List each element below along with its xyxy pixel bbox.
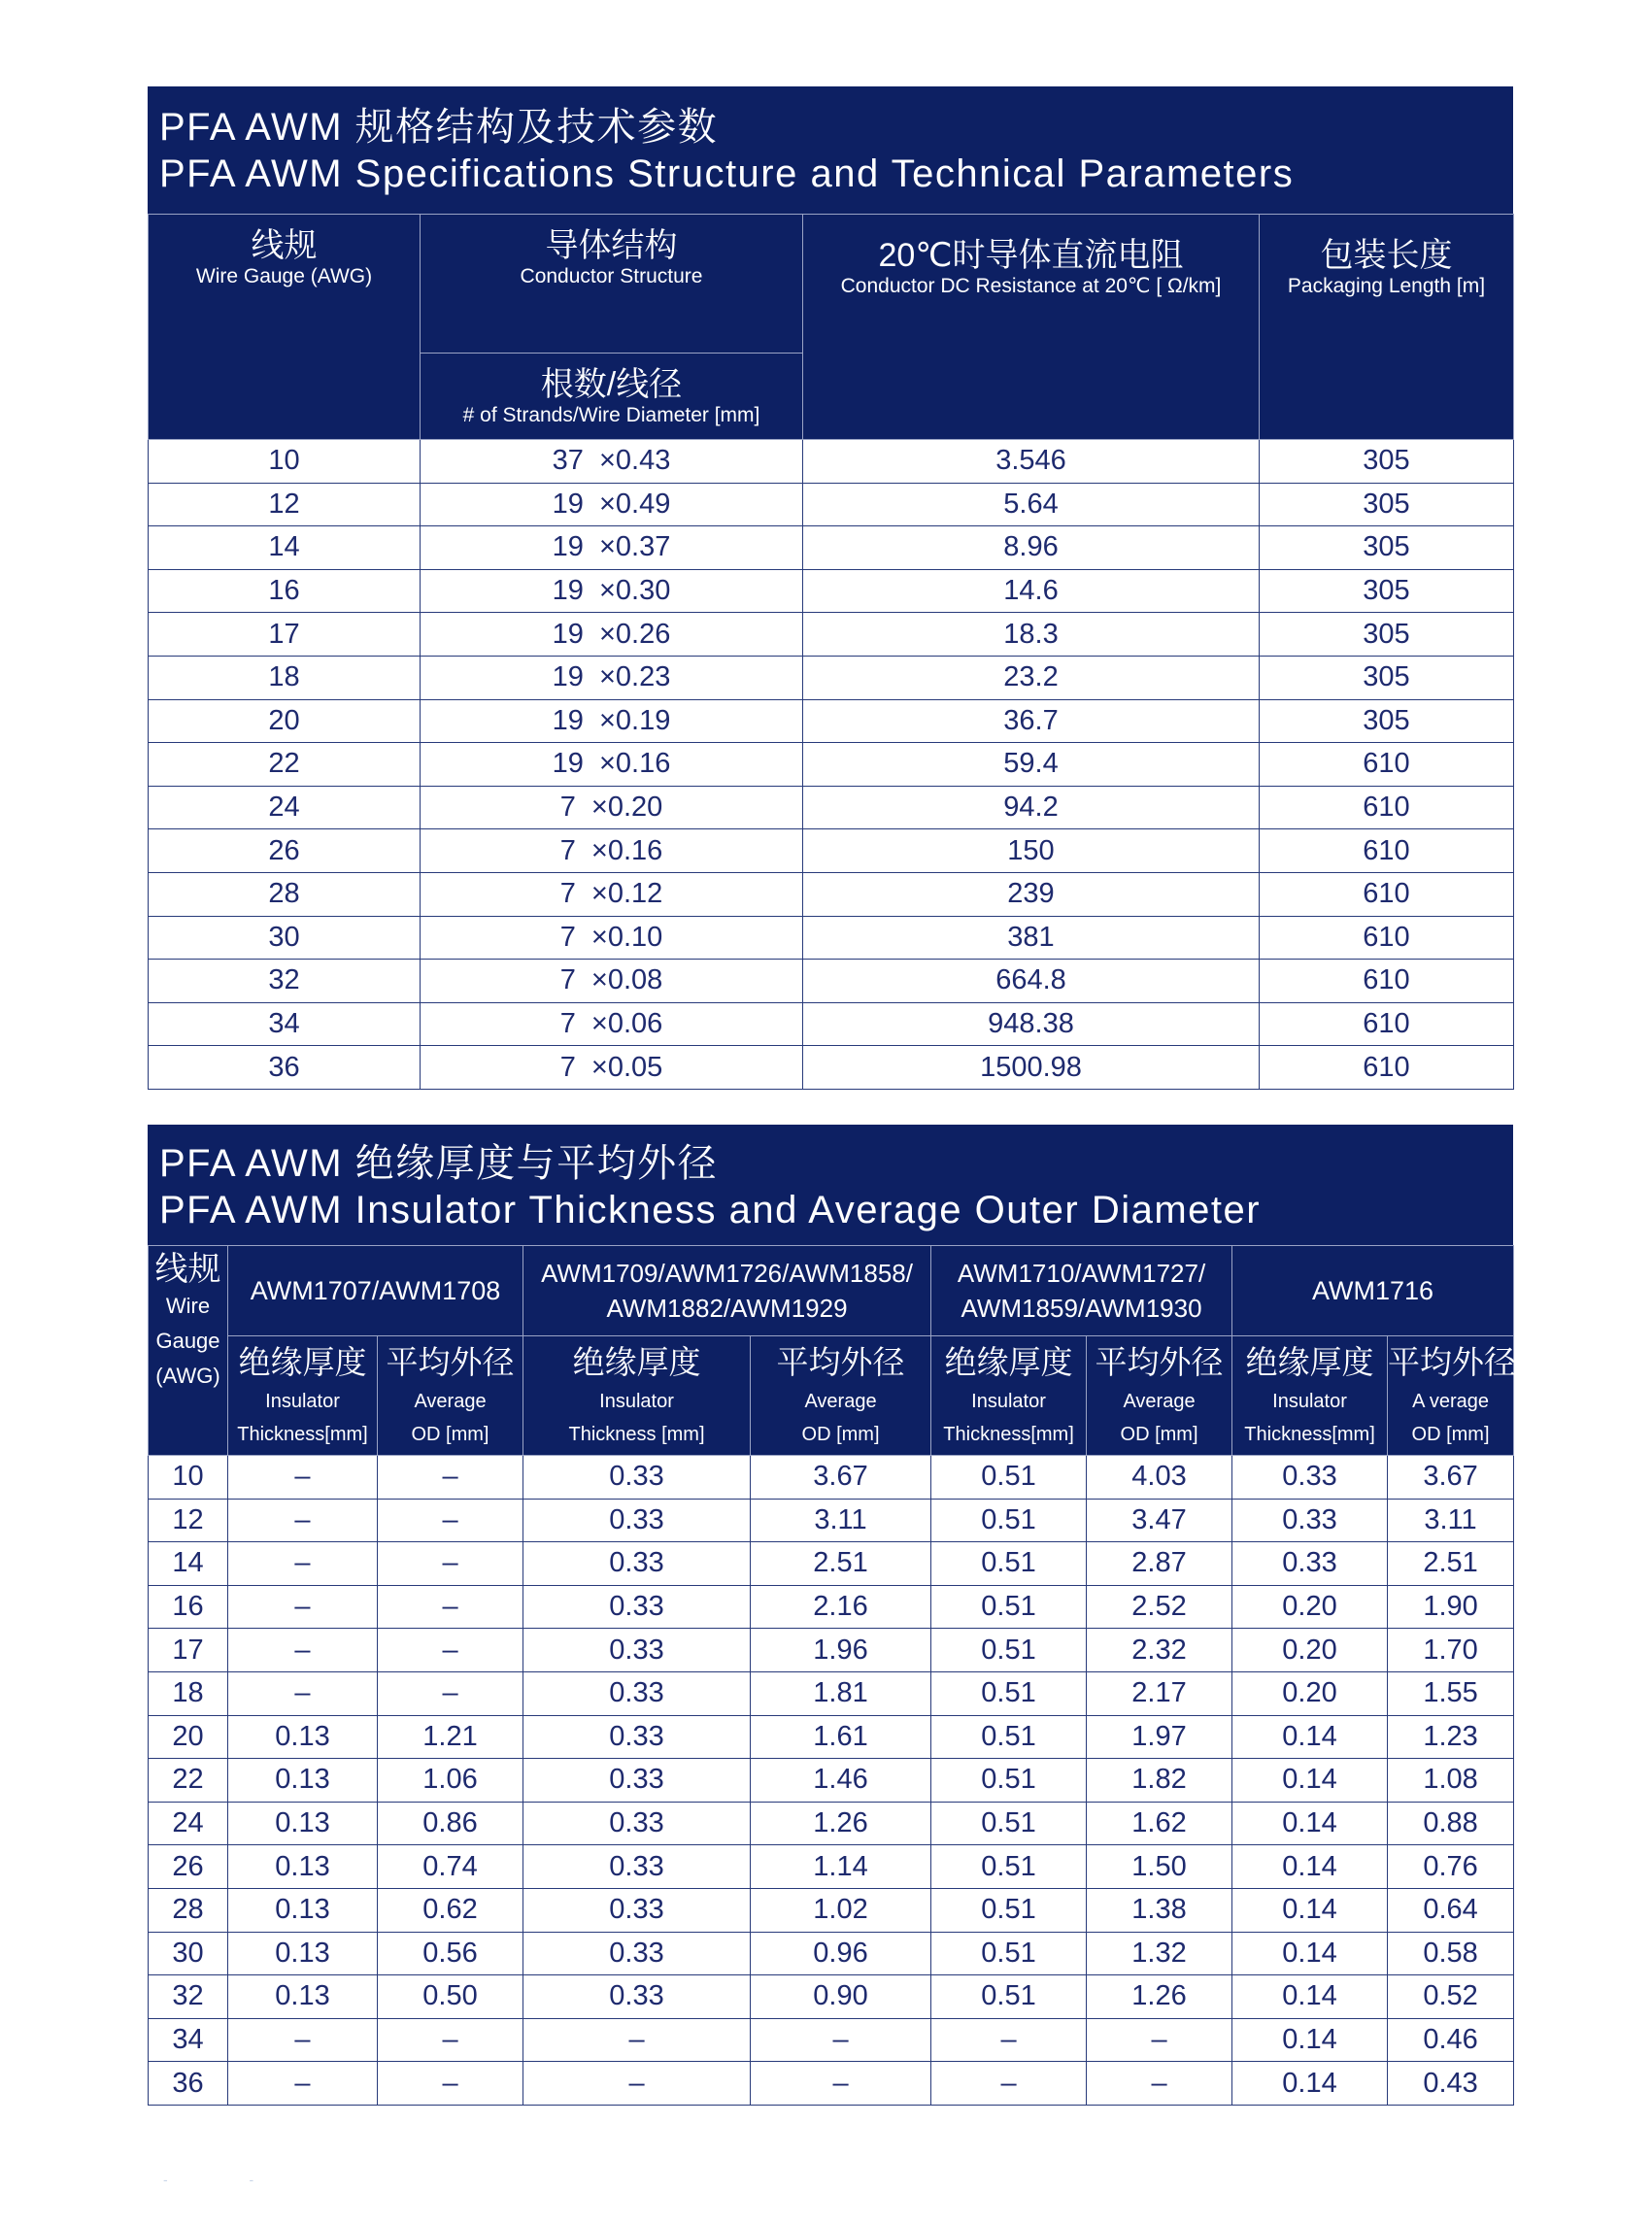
specifications-title-en: PFA AWM Specifications Structure and Technical Parameters xyxy=(159,152,1295,195)
table-row xyxy=(149,872,1514,916)
table-row xyxy=(149,829,1514,873)
header-strands-diameter: 根数/线径 # of Strands/Wire Diameter [mm] xyxy=(421,354,803,440)
table-cell: 0.96 xyxy=(751,1932,931,1975)
table-row xyxy=(149,1759,1514,1803)
table-row xyxy=(149,1499,1514,1542)
table-cell: 1.96 xyxy=(751,1629,931,1672)
table-cell: 0.33 xyxy=(523,1888,751,1932)
table-cell: – xyxy=(228,1585,378,1629)
table-row xyxy=(149,1542,1514,1586)
table-cell: 2.87 xyxy=(1087,1542,1232,1586)
table-cell: 610 xyxy=(1260,916,1514,960)
table-cell: 0.13 xyxy=(228,1975,378,2019)
table-row xyxy=(149,613,1514,657)
table-cell: 1.61 xyxy=(751,1715,931,1759)
table-cell: 4.03 xyxy=(1087,1456,1232,1500)
table-cell: 0.13 xyxy=(228,1759,378,1803)
table-cell: 0.51 xyxy=(931,1932,1087,1975)
table-row xyxy=(149,656,1514,699)
table-cell: – xyxy=(1087,2062,1232,2106)
table-row xyxy=(149,1456,1514,1500)
table-cell: 305 xyxy=(1260,483,1514,526)
table-cell: 0.14 xyxy=(1232,1888,1388,1932)
table-cell: – xyxy=(378,1585,523,1629)
table-cell: – xyxy=(523,2062,751,2106)
table-cell: 7 ×0.12 xyxy=(421,872,803,916)
table-row xyxy=(149,483,1514,526)
group-header-awm1710: AWM1710/AWM1727/ AWM1859/AWM1930 xyxy=(931,1246,1232,1336)
table-cell: 610 xyxy=(1260,960,1514,1003)
table-row xyxy=(149,1002,1514,1046)
table-cell: 30 xyxy=(149,916,421,960)
header-insulator-thickness: 绝缘厚度 Insulator Thickness [mm] xyxy=(523,1336,751,1456)
table-cell: 0.20 xyxy=(1232,1629,1388,1672)
table-cell: 8.96 xyxy=(803,526,1260,570)
table-cell: 305 xyxy=(1260,569,1514,613)
table-cell: 0.20 xyxy=(1232,1671,1388,1715)
header-wire-gauge: 线规 Wire Gauge (AWG) xyxy=(149,215,421,440)
table-cell: 0.33 xyxy=(523,1932,751,1975)
table-cell: – xyxy=(228,1671,378,1715)
table-cell: 1.50 xyxy=(1087,1845,1232,1889)
table-cell: 0.13 xyxy=(228,1845,378,1889)
table-cell: 10 xyxy=(149,440,421,484)
table-cell: 37 ×0.43 xyxy=(421,440,803,484)
table-cell: 150 xyxy=(803,829,1260,873)
table-cell: 664.8 xyxy=(803,960,1260,1003)
table-cell: – xyxy=(228,2018,378,2062)
table-cell: 0.13 xyxy=(228,1932,378,1975)
table-cell: 1.38 xyxy=(1087,1888,1232,1932)
table-cell: 12 xyxy=(149,483,421,526)
table-cell: 305 xyxy=(1260,699,1514,743)
table-row xyxy=(149,1585,1514,1629)
table-cell: 1.08 xyxy=(1388,1759,1514,1803)
table-cell: 36.7 xyxy=(803,699,1260,743)
insulator-banner xyxy=(148,1125,1513,1245)
header-insulator-thickness: 绝缘厚度 Insulator Thickness[mm] xyxy=(228,1336,378,1456)
specifications-banner xyxy=(148,86,1513,214)
table-cell: 26 xyxy=(149,829,421,873)
table-cell: 381 xyxy=(803,916,1260,960)
table-cell: 3.546 xyxy=(803,440,1260,484)
table-cell: 17 xyxy=(149,1629,228,1672)
table-cell: 305 xyxy=(1260,440,1514,484)
table-cell: 0.14 xyxy=(1232,1845,1388,1889)
table-cell: 0.51 xyxy=(931,1629,1087,1672)
table-cell: – xyxy=(228,1456,378,1500)
table-cell: 0.33 xyxy=(523,1715,751,1759)
table-cell: 14 xyxy=(149,526,421,570)
table-cell: 0.51 xyxy=(931,1759,1087,1803)
table-cell: 59.4 xyxy=(803,743,1260,787)
table-cell: 3.11 xyxy=(751,1499,931,1542)
table-cell: 30 xyxy=(149,1932,228,1975)
table-cell: 2.17 xyxy=(1087,1671,1232,1715)
table-row xyxy=(149,786,1514,829)
table-row xyxy=(149,1046,1514,1090)
table-cell: 2.32 xyxy=(1087,1629,1232,1672)
table-cell: 0.33 xyxy=(523,1802,751,1845)
table-cell: 0.14 xyxy=(1232,1975,1388,2019)
table-cell: 0.51 xyxy=(931,1715,1087,1759)
header-packaging-length: 包装长度 Packaging Length [m] xyxy=(1260,215,1514,440)
table-cell: 0.33 xyxy=(1232,1542,1388,1586)
table-row xyxy=(149,1932,1514,1975)
header-wire-gauge: 线规 Wire Gauge (AWG) xyxy=(149,1246,228,1456)
table-cell: 32 xyxy=(149,960,421,1003)
table-cell: 28 xyxy=(149,872,421,916)
table-cell: 305 xyxy=(1260,613,1514,657)
table-cell: 3.11 xyxy=(1388,1499,1514,1542)
table-cell: 1500.98 xyxy=(803,1046,1260,1090)
specifications-section xyxy=(148,86,1513,1090)
table-cell: – xyxy=(1087,2018,1232,2062)
header-average-od: 平均外径 Average OD [mm] xyxy=(751,1336,931,1456)
table-cell: 22 xyxy=(149,743,421,787)
table-row xyxy=(149,1715,1514,1759)
table-cell: 16 xyxy=(149,1585,228,1629)
table-cell: 1.21 xyxy=(378,1715,523,1759)
table-cell: 18 xyxy=(149,656,421,699)
table-cell: 305 xyxy=(1260,656,1514,699)
table-cell: 3.67 xyxy=(1388,1456,1514,1500)
table-cell: – xyxy=(931,2062,1087,2106)
table-cell: 19 ×0.26 xyxy=(421,613,803,657)
table-cell: 1.90 xyxy=(1388,1585,1514,1629)
table-cell: 16 xyxy=(149,569,421,613)
table-cell: 1.06 xyxy=(378,1759,523,1803)
table-cell: 0.51 xyxy=(931,1542,1087,1586)
table-cell: 7 ×0.16 xyxy=(421,829,803,873)
table-cell: 0.88 xyxy=(1388,1802,1514,1845)
table-cell: 26 xyxy=(149,1845,228,1889)
table-cell: – xyxy=(931,2018,1087,2062)
group-header-awm1707: AWM1707/AWM1708 xyxy=(228,1246,523,1336)
table-cell: – xyxy=(228,1629,378,1672)
table-cell: 1.97 xyxy=(1087,1715,1232,1759)
table-cell: 610 xyxy=(1260,743,1514,787)
table-cell: 1.26 xyxy=(751,1802,931,1845)
table-cell: 0.64 xyxy=(1388,1888,1514,1932)
table-cell: 0.33 xyxy=(523,1499,751,1542)
table-row xyxy=(149,526,1514,570)
table-cell: 7 ×0.10 xyxy=(421,916,803,960)
table-cell: 1.23 xyxy=(1388,1715,1514,1759)
table-cell: 0.20 xyxy=(1232,1585,1388,1629)
table-cell: 239 xyxy=(803,872,1260,916)
table-cell: 3.47 xyxy=(1087,1499,1232,1542)
table-cell: 20 xyxy=(149,699,421,743)
table-cell: 14.6 xyxy=(803,569,1260,613)
table-cell: 23.2 xyxy=(803,656,1260,699)
table-cell: – xyxy=(378,2062,523,2106)
table-cell: – xyxy=(523,2018,751,2062)
table-cell: – xyxy=(378,2018,523,2062)
table-cell: 0.14 xyxy=(1232,2018,1388,2062)
table-cell: – xyxy=(228,1542,378,1586)
table-cell: 0.50 xyxy=(378,1975,523,2019)
table-cell: 20 xyxy=(149,1715,228,1759)
table-cell: 19 ×0.30 xyxy=(421,569,803,613)
table-cell: 0.51 xyxy=(931,1671,1087,1715)
table-row xyxy=(149,440,1514,484)
table-cell: 1.14 xyxy=(751,1845,931,1889)
group-header-awm1709: AWM1709/AWM1726/AWM1858/ AWM1882/AWM1929 xyxy=(523,1246,931,1336)
table-cell: 610 xyxy=(1260,786,1514,829)
table-cell: 0.14 xyxy=(1232,1759,1388,1803)
table-cell: 0.13 xyxy=(228,1888,378,1932)
table-cell: 12 xyxy=(149,1499,228,1542)
table-cell: 0.58 xyxy=(1388,1932,1514,1975)
table-cell: 19 ×0.19 xyxy=(421,699,803,743)
table-cell: 36 xyxy=(149,2062,228,2106)
table-cell: – xyxy=(751,2018,931,2062)
table-cell: 0.14 xyxy=(1232,2062,1388,2106)
table-row xyxy=(149,2018,1514,2062)
table-cell: 0.33 xyxy=(1232,1499,1388,1542)
insulator-section xyxy=(148,1125,1517,2106)
table-cell: 0.86 xyxy=(378,1802,523,1845)
header-dc-resistance: 20℃时导体直流电阻 Conductor DC Resistance at 20℃ [ Ω/km] xyxy=(803,215,1260,440)
table-row xyxy=(149,743,1514,787)
table-cell: 1.55 xyxy=(1388,1671,1514,1715)
table-cell: – xyxy=(378,1542,523,1586)
table-cell: 19 ×0.16 xyxy=(421,743,803,787)
table-cell: 1.81 xyxy=(751,1671,931,1715)
table-cell: 0.14 xyxy=(1232,1802,1388,1845)
table-cell: 0.62 xyxy=(378,1888,523,1932)
table-cell: 0.51 xyxy=(931,1499,1087,1542)
insulator-table xyxy=(148,1245,1517,2106)
table-cell: 0.90 xyxy=(751,1975,931,2019)
table-cell: 0.51 xyxy=(931,1975,1087,2019)
table-cell: 0.33 xyxy=(523,1456,751,1500)
table-cell: 94.2 xyxy=(803,786,1260,829)
header-average-od: 平均外径 Average OD [mm] xyxy=(378,1336,523,1456)
insulator-title-cn: PFA AWM 绝缘厚度与平均外径 xyxy=(159,1142,719,1185)
table-row xyxy=(149,916,1514,960)
table-cell: – xyxy=(378,1499,523,1542)
table-cell: 36 xyxy=(149,1046,421,1090)
table-cell: 0.56 xyxy=(378,1932,523,1975)
table-cell: 1.82 xyxy=(1087,1759,1232,1803)
table-row xyxy=(149,1629,1514,1672)
table-cell: 0.33 xyxy=(523,1585,751,1629)
table-cell: 19 ×0.23 xyxy=(421,656,803,699)
table-cell: 0.76 xyxy=(1388,1845,1514,1889)
table-cell: 7 ×0.08 xyxy=(421,960,803,1003)
table-cell: 0.13 xyxy=(228,1715,378,1759)
table-row xyxy=(149,1671,1514,1715)
table-row xyxy=(149,2062,1514,2106)
table-cell: 34 xyxy=(149,2018,228,2062)
table-cell: – xyxy=(228,2062,378,2106)
table-cell: 0.51 xyxy=(931,1845,1087,1889)
table-cell: 34 xyxy=(149,1002,421,1046)
table-row xyxy=(149,569,1514,613)
table-row xyxy=(149,960,1514,1003)
table-cell: 0.33 xyxy=(523,1975,751,2019)
table-cell: 1.62 xyxy=(1087,1802,1232,1845)
table-cell: 2.52 xyxy=(1087,1585,1232,1629)
specifications-title-cn: PFA AWM 规格结构及技术参数 xyxy=(159,106,719,149)
table-cell: 3.67 xyxy=(751,1456,931,1500)
specifications-table xyxy=(148,214,1514,1090)
table-cell: 0.33 xyxy=(523,1671,751,1715)
header-conductor-structure: 导体结构 Conductor Structure xyxy=(421,215,803,354)
table-cell: 10 xyxy=(149,1456,228,1500)
table-cell: 18.3 xyxy=(803,613,1260,657)
table-row xyxy=(149,1845,1514,1889)
table-cell: 0.13 xyxy=(228,1802,378,1845)
table-cell: 7 ×0.06 xyxy=(421,1002,803,1046)
table-cell: – xyxy=(378,1456,523,1500)
table-cell: 948.38 xyxy=(803,1002,1260,1046)
header-insulator-thickness: 绝缘厚度 Insulator Thickness[mm] xyxy=(931,1336,1087,1456)
table-cell: 1.26 xyxy=(1087,1975,1232,2019)
table-cell: 0.33 xyxy=(523,1759,751,1803)
table-row xyxy=(149,1888,1514,1932)
table-cell: 0.51 xyxy=(931,1585,1087,1629)
header-average-od: 平均外径 Average OD [mm] xyxy=(1087,1336,1232,1456)
insulator-title-en: PFA AWM Insulator Thickness and Average Outer Diameter xyxy=(159,1189,1262,1231)
table-cell: 2.16 xyxy=(751,1585,931,1629)
header-insulator-thickness: 绝缘厚度 Insulator Thickness[mm] xyxy=(1232,1336,1388,1456)
table-cell: 32 xyxy=(149,1975,228,2019)
table-row xyxy=(149,1975,1514,2019)
footer-decoration: ‐ ‐ xyxy=(163,2172,293,2187)
table-cell: 0.43 xyxy=(1388,2062,1514,2106)
table-cell: 0.74 xyxy=(378,1845,523,1889)
table-cell: 1.70 xyxy=(1388,1629,1514,1672)
table-cell: 28 xyxy=(149,1888,228,1932)
table-cell: 305 xyxy=(1260,526,1514,570)
table-cell: 2.51 xyxy=(1388,1542,1514,1586)
table-cell: 0.14 xyxy=(1232,1932,1388,1975)
table-cell: 610 xyxy=(1260,1046,1514,1090)
table-cell: – xyxy=(228,1499,378,1542)
table-cell: 0.51 xyxy=(931,1888,1087,1932)
table-cell: 19 ×0.49 xyxy=(421,483,803,526)
table-row xyxy=(149,1802,1514,1845)
table-cell: 610 xyxy=(1260,829,1514,873)
table-cell: 22 xyxy=(149,1759,228,1803)
header-average-od: 平均外径 A verage OD [mm] xyxy=(1388,1336,1514,1456)
table-cell: 0.46 xyxy=(1388,2018,1514,2062)
table-cell: 0.33 xyxy=(523,1845,751,1889)
table-cell: 7 ×0.20 xyxy=(421,786,803,829)
table-cell: 2.51 xyxy=(751,1542,931,1586)
table-cell: 0.33 xyxy=(523,1629,751,1672)
table-cell: 0.33 xyxy=(1232,1456,1388,1500)
table-cell: 14 xyxy=(149,1542,228,1586)
table-cell: 610 xyxy=(1260,1002,1514,1046)
table-cell: 1.46 xyxy=(751,1759,931,1803)
table-cell: 0.51 xyxy=(931,1456,1087,1500)
table-cell: 1.32 xyxy=(1087,1932,1232,1975)
table-cell: 610 xyxy=(1260,872,1514,916)
table-cell: – xyxy=(751,2062,931,2106)
table-cell: 18 xyxy=(149,1671,228,1715)
table-cell: 19 ×0.37 xyxy=(421,526,803,570)
table-cell: 24 xyxy=(149,786,421,829)
table-cell: 17 xyxy=(149,613,421,657)
table-cell: 0.33 xyxy=(523,1542,751,1586)
table-cell: 24 xyxy=(149,1802,228,1845)
table-cell: – xyxy=(378,1629,523,1672)
table-cell: 0.14 xyxy=(1232,1715,1388,1759)
table-cell: 7 ×0.05 xyxy=(421,1046,803,1090)
table-cell: 5.64 xyxy=(803,483,1260,526)
table-cell: – xyxy=(378,1671,523,1715)
table-cell: 0.52 xyxy=(1388,1975,1514,2019)
table-cell: 1.02 xyxy=(751,1888,931,1932)
group-header-awm1716: AWM1716 xyxy=(1232,1246,1514,1336)
table-row xyxy=(149,699,1514,743)
table-cell: 0.51 xyxy=(931,1802,1087,1845)
